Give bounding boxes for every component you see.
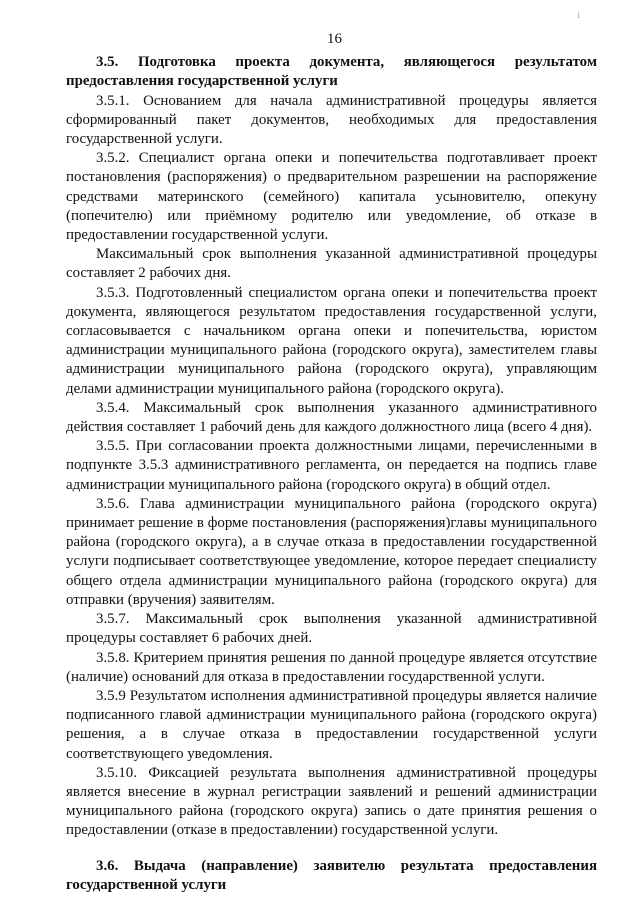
paragraph-3-5-6: 3.5.6. Глава администрации муниципального района (городского округа) принимает решение в форме постановления (распоряжения)главы муниципального района (городского округа), а в случае отказа в предоставлении государственной услуги подписывает соответствующее уведомление, которое передает специалисту общего отдела администрации муниципального района (городского округа) для отправки (вручения) заявителям. [66,495,597,608]
paragraph-3-5-9: 3.5.9 Результатом исполнения административной процедуры является наличие подписанного главой администрации муниципального района (городского округа) решения, а в случае отказа в предоставлении государственной услуги соответствующего уведомления. [66,687,597,762]
document-page [66,30,597,895]
section-heading-3-6: 3.6. Выдача (направление) заявителю результата предоставления государственной услуги [66,857,597,893]
paragraph-3-5-4: 3.5.4. Максимальный срок выполнения указанного административного действия составляет 1 рабочий день для каждого должностного лица (всего 4 дня). [66,399,597,436]
paragraph-3-5-2: 3.5.2. Специалист органа опеки и попечительства подготавливает проект постановления (распоряжения) о предварительном разрешении на распоряжение средствами материнского (семейного) капитала усыновителю, опекуну (попечителю) или приёмному родителю или уведомление, об отказе в предоставлении государственной услуги. [66,150,597,244]
page-number: 16 [327,31,342,47]
corner-mark: i [577,10,580,20]
paragraph-3-5-3: 3.5.3. Подготовленный специалистом органа опеки и попечительства проект документа, являющегося результатом предоставления государственной услуги, согласовывается с начальником органа опеки и попечительства, юристом администрации муниципального района (городского округа), заместителем главы администрации муниципального района (городского округа), управляющим делами администрации муниципального района (городского округа). [66,284,597,397]
paragraph-3-5-5: 3.5.5. При согласовании проекта должностными лицами, перечисленными в подпункте 3.5.3 административного регламента, он передается на подпись главе администрации муниципального района (городского округа) в общий отдел. [66,438,597,493]
paragraph-3-5-8: 3.5.8. Критерием принятия решения по данной процедуре является отсутствие (наличие) оснований для отказа в предоставлении государственной услуги. [66,649,597,685]
section-heading-3-5: 3.5. Подготовка проекта документа, являющегося результатом предоставления государственной услуги [66,54,597,90]
paragraph-3-5-1: 3.5.1. Основанием для начала административной процедуры является сформированный пакет документов, необходимых для предоставления государственной услуги. [66,92,597,148]
paragraph-3-5-10: 3.5.10. Фиксацией результата выполнения административной процедуры является внесение в журнал регистрации заявлений и решений администрации муниципального района (городского округа) запись о дате принятия решения о предоставлении (отказе в предоставлении) государственной услуги. [66,764,597,839]
paragraph-max-term-2-days: Максимальный срок выполнения указанной административной процедуры составляет 2 рабочих дня. [66,246,597,282]
paragraph-3-5-7: 3.5.7. Максимальный срок выполнения указанной административной процедуры составляет 6 рабочих дней. [66,611,597,647]
